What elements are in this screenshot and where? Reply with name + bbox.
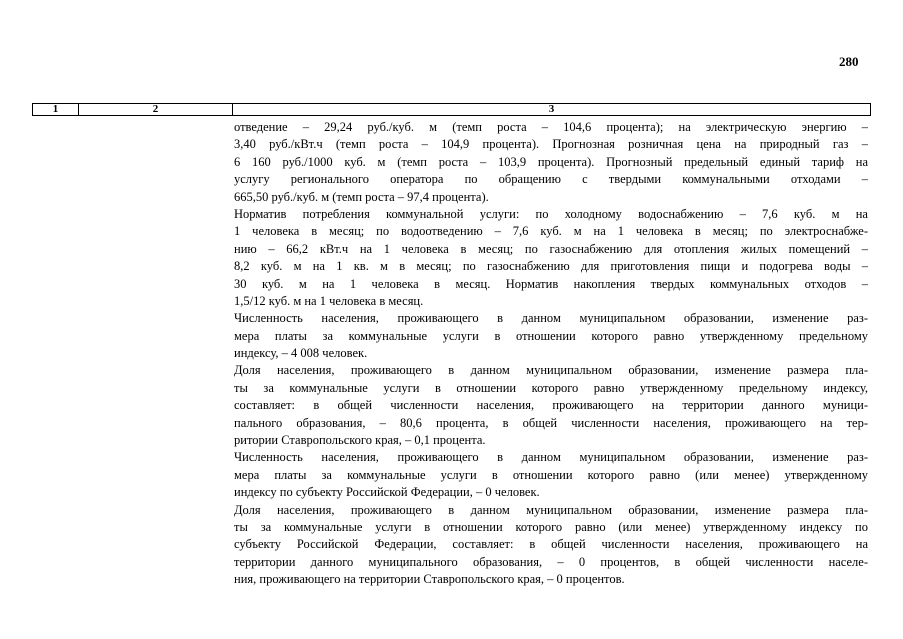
text-line: Численность населения, проживающего в данном муниципальном образовании, изменение раз-	[234, 450, 868, 465]
text-line: 1,5/12 куб. м на 1 человека в месяц.	[234, 293, 424, 308]
text-line: индексу по субъекту Российской Федерации, – 0 человек.	[234, 485, 540, 500]
paragraph	[234, 206, 868, 310]
text-line: ты за коммунальные услуги в отношении которого равно (или менее) утвержденному индексу по	[234, 519, 868, 534]
text-line: мера платы за коммунальные услуги в отношении которого равно утвержденному предельному	[234, 328, 868, 343]
paragraph	[234, 449, 868, 501]
table-header-cell-2: 2	[79, 104, 233, 115]
text-line: Доля населения, проживающего в данном муниципальном образовании, изменение размера пла-	[234, 363, 868, 378]
paragraph	[234, 310, 868, 362]
table-header-cell-1: 1	[33, 104, 79, 115]
table-header-cell-3: 3	[548, 103, 555, 115]
text-line: индексу, – 4 008 человек.	[234, 346, 368, 361]
document-body-column	[234, 119, 868, 589]
text-line: Доля населения, проживающего в данном муниципальном образовании, изменение размера пла-	[234, 502, 868, 517]
text-line: 8,2 куб. м на 1 кв. м в месяц; по газоснабжению для приготовления пищи и подогрева воды –	[234, 259, 868, 274]
text-line: нию – 66,2 кВт.ч на 1 человека в месяц; по газоснабжению для отопления жилых помещений –	[234, 241, 868, 256]
paragraph	[234, 502, 868, 589]
text-line: Численность населения, проживающего в данном муниципальном образовании, изменение раз-	[234, 311, 868, 326]
paragraph	[234, 362, 868, 449]
text-line: ты за коммунальные услуги в отношении которого равно утвержденному предельному индексу,	[234, 380, 868, 395]
text-line: пального образования, – 80,6 процента, в общей численности населения, проживающего на тер-	[234, 415, 868, 430]
paragraph	[234, 119, 868, 206]
text-line: 6 160 руб./1000 куб. м (темп роста – 103,9 процента). Прогнозный предельный единый тариф на	[234, 154, 868, 169]
table-header-row	[32, 103, 871, 116]
text-line: 3,40 руб./кВт.ч (темп роста – 104,9 процента). Прогнозная розничная цена на природный газ –	[234, 137, 868, 152]
text-line: территории данного муниципального образования, – 0 процентов, в общей численности населе-	[234, 554, 868, 569]
text-line: мера платы за коммунальные услуги в отношении которого равно (или менее) утвержденному	[234, 467, 868, 482]
text-line: составляет: в общей численности населения, проживающего на территории данного муници-	[234, 398, 868, 413]
text-line: услугу регионального оператора по обращению с твердыми коммунальными отходами –	[234, 172, 868, 187]
text-line: 1 человека в месяц; по водоотведению – 7,6 куб. м на 1 человека в месяц; по электроснабже-	[234, 224, 868, 239]
text-line: субъекту Российской Федерации, составляет: в общей численности населения, проживающего на	[234, 537, 868, 552]
text-line: 665,50 руб./куб. м (темп роста – 97,4 процента).	[234, 189, 489, 204]
page-number: 280	[839, 54, 859, 69]
text-line: Норматив потребления коммунальной услуги: по холодному водоснабжению – 7,6 куб. м на	[234, 206, 868, 221]
text-line: ния, проживающего на территории Ставропольского края, – 0 процентов.	[234, 572, 625, 587]
text-line: отведение – 29,24 руб./куб. м (темп роста – 104,6 процента); на электрическую энергию –	[234, 120, 868, 134]
text-line: ритории Ставропольского края, – 0,1 процента.	[234, 433, 486, 448]
text-line: 30 куб. м на 1 человека в месяц. Норматив накопления твердых коммунальных отходов –	[234, 276, 868, 291]
